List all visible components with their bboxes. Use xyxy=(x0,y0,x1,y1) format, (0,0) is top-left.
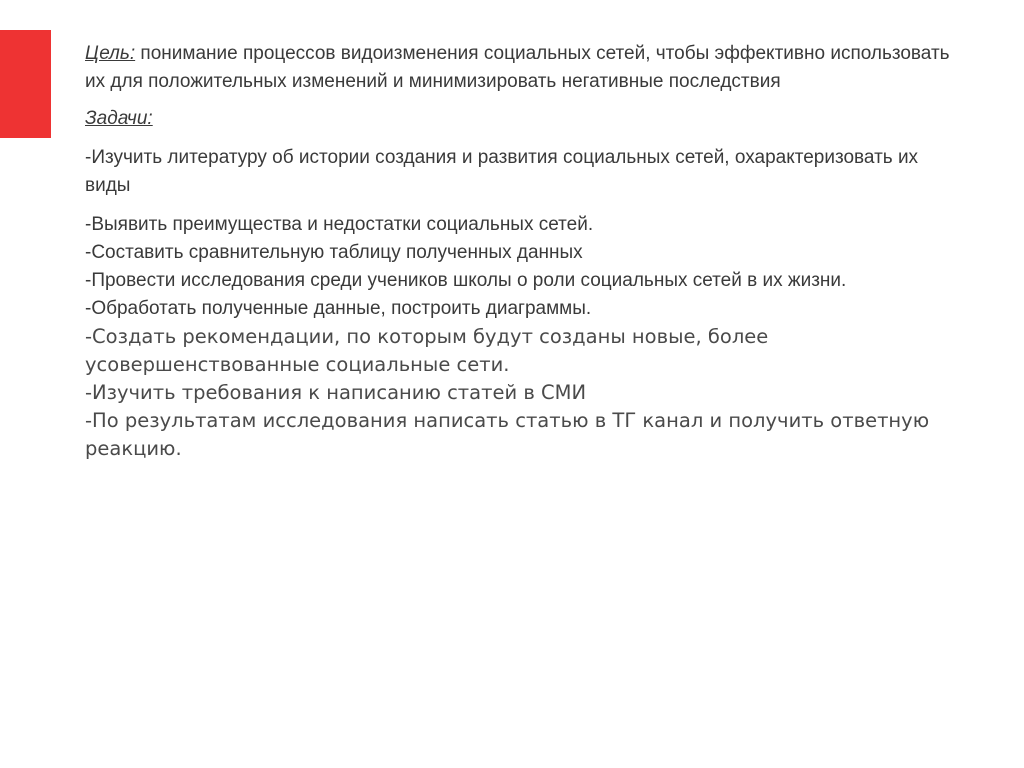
task-item: -Создать рекомендации, по которым будут созданы новые, более усовершенствованные социальные сети. xyxy=(85,325,769,376)
accent-bar xyxy=(0,30,51,138)
task-item: -Выявить преимущества и недостатки социальных сетей. xyxy=(85,214,594,235)
goal-label: Цель: xyxy=(85,43,136,64)
task-item: -Обработать полученные данные, построить диаграммы. xyxy=(85,298,592,319)
task-item: -По результатам исследования написать статью в ТГ канал и получить ответную реакцию. xyxy=(85,409,930,460)
tasks-heading: Задачи: xyxy=(85,108,153,129)
task-item: -Изучить требования к написанию статей в СМИ xyxy=(85,381,587,404)
task-item-literature: -Изучить литературу об истории создания и развития социальных сетей, охарактеризовать их виды xyxy=(85,147,919,196)
goal-text: понимание процессов видоизменения социальных сетей, чтобы эффективно использовать их для положительных изменений и минимизировать негативные последствия xyxy=(85,43,950,92)
task-item: -Составить сравнительную таблицу полученных данных xyxy=(85,242,583,263)
task-item: -Провести исследования среди учеников школы о роли социальных сетей в их жизни. xyxy=(85,270,847,291)
tasks-list xyxy=(85,211,965,463)
slide-content xyxy=(85,40,965,463)
goal-paragraph xyxy=(85,40,965,96)
